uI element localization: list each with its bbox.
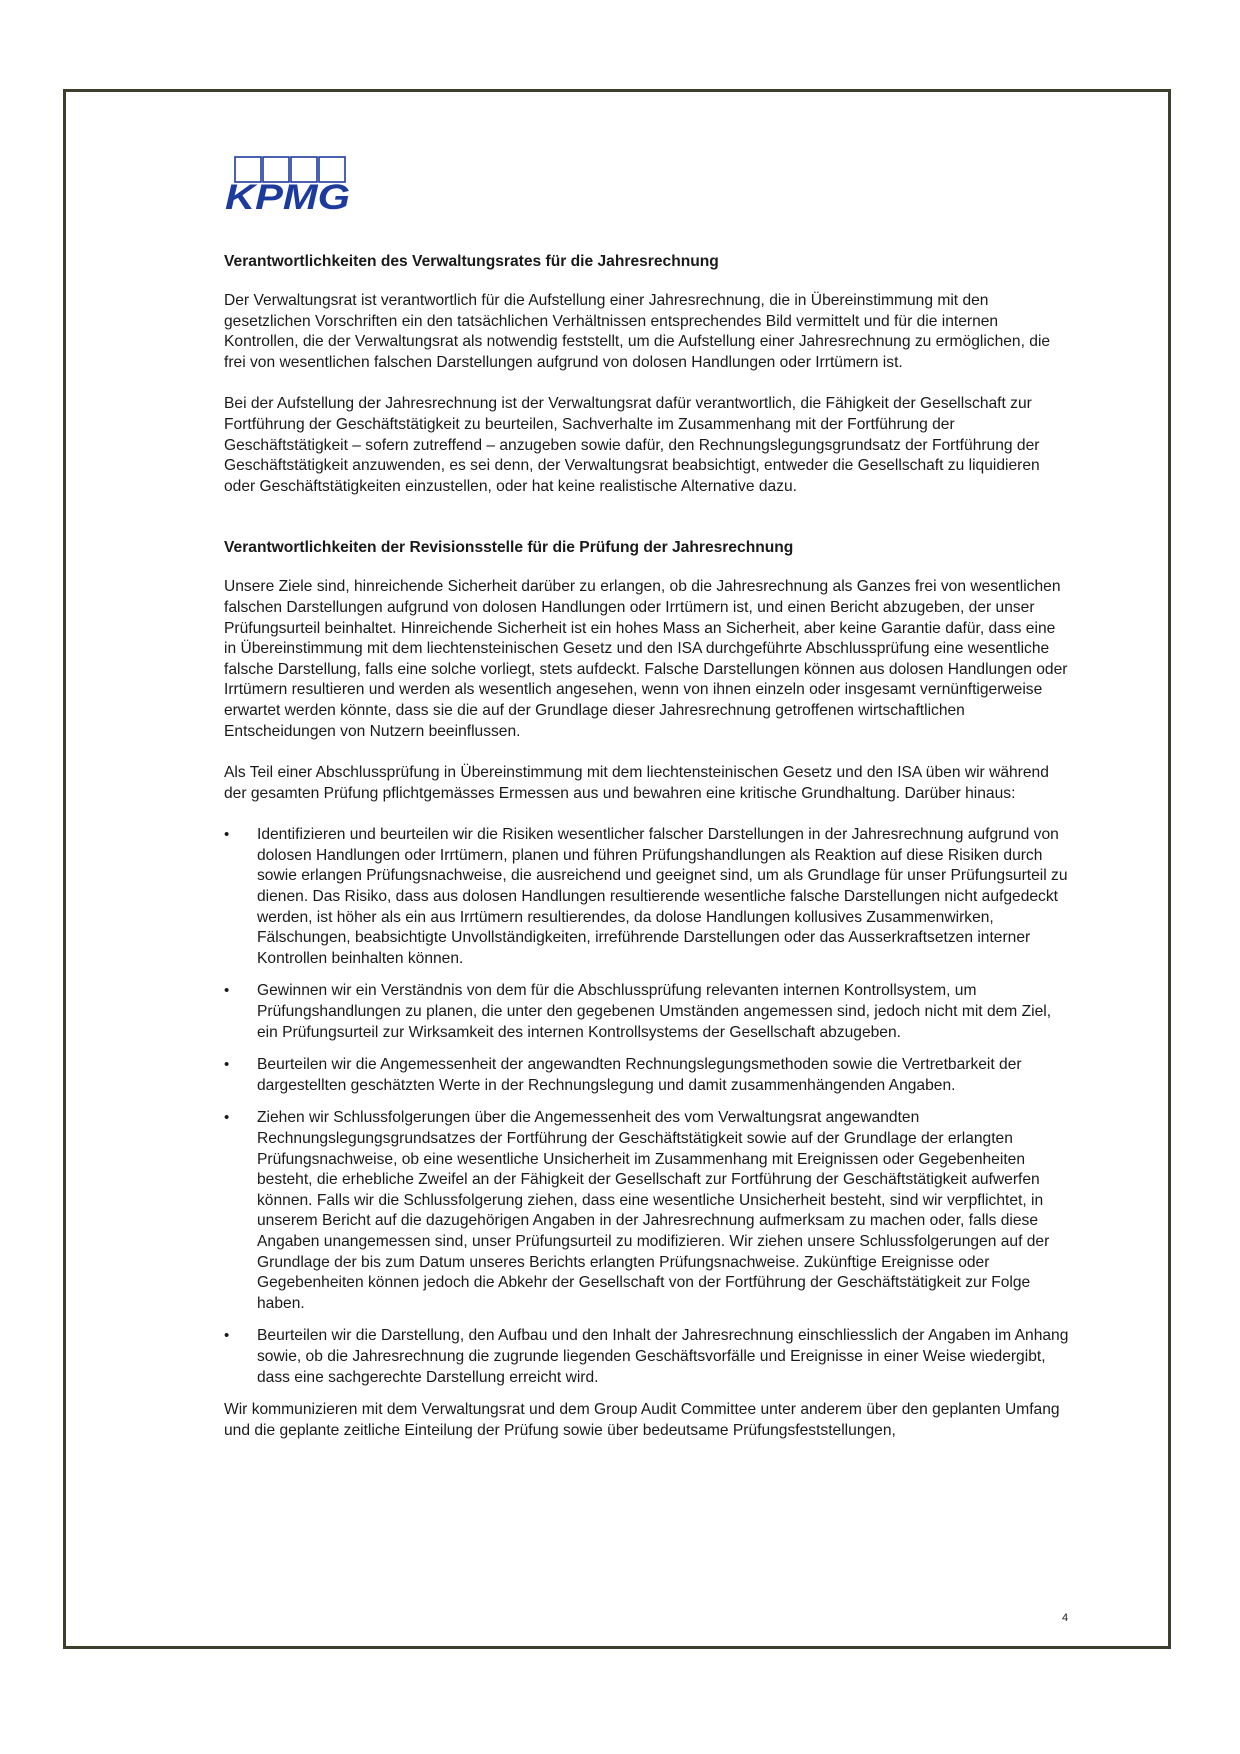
report-body: [224, 252, 1070, 1441]
section2-paragraph-2: Als Teil einer Abschlussprüfung in Übereinstimmung mit dem liechtensteinischen Gesetz und den ISA üben wir während der gesamten Prüfung pflichtgemässes Ermessen aus und bewahren eine kritische Grundhaltung. Darüber hinaus:: [224, 764, 1049, 802]
audit-procedures-list: [224, 825, 1070, 1388]
section2-paragraph-1: Unsere Ziele sind, hinreichende Sicherheit darüber zu erlangen, ob die Jahresrechnung als Ganzes frei von wesentlichen falschen Darstellungen aufgrund von dolosen Handlungen oder Irrtümern ist, und einen Bericht abzugeben, der unser Prüfungsurteil beinhaltet. Hinreichende Sicherheit ist ein hohes Mass an Sicherheit, aber keine Garantie dafür, dass eine in Übereinstimmung mit dem liechtensteinischen Gesetz und den ISA durchgeführte Abschlussprüfung eine wesentliche falsche Darstellung, falls eine solche vorliegt, stets aufdeckt. Falsche Darstellungen können aus dolosen Handlungen oder Irrtümern resultieren und werden als wesentlich angesehen, wenn von ihnen einzeln oder insgesamt vernünftigerweise erwartet werden könnte, dass sie die auf der Grundlage dieser Jahresrechnung getroffenen wirtschaftlichen Entscheidungen von Nutzern beeinflussen.: [224, 578, 1068, 740]
section1-heading: Verantwortlichkeiten des Verwaltungsrates für die Jahresrechnung: [224, 253, 719, 270]
list-item: [224, 1326, 1070, 1388]
list-item: [224, 981, 1070, 1043]
list-item: [224, 1055, 1070, 1096]
kpmg-logo: [224, 156, 354, 212]
closing-paragraph: Wir kommunizieren mit dem Verwaltungsrat und dem Group Audit Committee unter anderem über den geplanten Umfang und die geplante zeitliche Einteilung der Prüfung sowie über bedeutsame Prüfungsfeststellungen,: [224, 1401, 1060, 1439]
section2-heading: Verantwortlichkeiten der Revisionsstelle für die Prüfung der Jahresrechnung: [224, 539, 794, 557]
bullet-icon: •: [224, 1327, 230, 1345]
list-item-text: Beurteilen wir die Darstellung, den Aufbau und den Inhalt der Jahresrechnung einschliesslich der Angaben im Anhang sowie, ob die Jahresrechnung die zugrunde liegenden Geschäftsvorfälle und Ereignisse in einer Weise wiedergibt, dass eine sachgerechte Darstellung erreicht wird.: [257, 1327, 1069, 1386]
bullet-icon: •: [224, 1109, 230, 1127]
list-item: [224, 825, 1070, 969]
list-item-text: Beurteilen wir die Angemessenheit der angewandten Rechnungslegungsmethoden sowie die Vertretbarkeit der dargestellten geschätzten Werte in der Rechnungslegung und damit zusammenhängenden Angaben.: [257, 1056, 1022, 1094]
list-item: [224, 1108, 1070, 1314]
page-number: 4: [1062, 1612, 1069, 1624]
kpmg-logo-text: KPMG: [225, 178, 350, 212]
bullet-icon: •: [224, 826, 230, 844]
section1-paragraph-2: Bei der Aufstellung der Jahresrechnung ist der Verwaltungsrat dafür verantwortlich, die Fähigkeit der Gesellschaft zur Fortführung der Geschäftstätigkeit zu beurteilen, Sachverhalte im Zusammenhang mit der Fortführung der Geschäftstätigkeit – sofern zutreffend – anzugeben sowie dafür, den Rechnungslegungsgrundsatz der Fortführung der Geschäftstätigkeit anzuwenden, es sei denn, der Verwaltungsrat beabsichtigt, entweder die Gesellschaft zu liquidieren oder Geschäftstätigkeiten einzustellen, oder hat keine realistische Alternative dazu.: [224, 395, 1040, 495]
section1-paragraph-1: Der Verwaltungsrat ist verantwortlich für die Aufstellung einer Jahresrechnung, die in Übereinstimmung mit den gesetzlichen Vorschriften ein den tatsächlichen Verhältnissen entsprechendes Bild vermittelt und für die internen Kontrollen, die der Verwaltungsrat als notwendig feststellt, um die Aufstellung einer Jahresrechnung zu ermöglichen, die frei von wesentlichen falschen Darstellungen aufgrund von dolosen Handlungen oder Irrtümern ist.: [224, 292, 1051, 371]
list-item-text: Ziehen wir Schlussfolgerungen über die Angemessenheit des vom Verwaltungsrat angewandten Rechnungslegungsgrundsatzes der Fortführung der Geschäftstätigkeit sowie auf der Grundlage der erlangten Prüfungsnachweise, ob eine wesentliche Unsicherheit im Zusammenhang mit Ereignissen oder Gegebenheiten besteht, die erhebliche Zweifel an der Fähigkeit der Gesellschaft zur Fortführung der Geschäftstätigkeit aufwerfen können. Falls wir die Schlussfolgerung ziehen, dass eine wesentliche Unsicherheit besteht, sind wir verpflichtet, in unserem Bericht auf die dazugehörigen Angaben in der Jahresrechnung aufmerksam zu machen oder, falls diese Angaben unangemessen sind, unser Prüfungsurteil zu modifizieren. Wir ziehen unsere Schlussfolgerungen auf der Grundlage der bis zum Datum unseres Berichts erlangten Prüfungsnachweise. Zukünftige Ereignisse oder Gegebenheiten können jedoch die Abkehr der Gesellschaft von der Fortführung der Geschäftstätigkeit zur Folge haben.: [257, 1109, 1050, 1312]
bullet-icon: •: [224, 982, 230, 1000]
bullet-icon: •: [224, 1056, 230, 1074]
list-item-text: Identifizieren und beurteilen wir die Risiken wesentlicher falscher Darstellungen in der Jahresrechnung aufgrund von dolosen Handlungen oder Irrtümern, planen und führen Prüfungshandlungen als Reaktion auf diese Risiken durch sowie erlangen Prüfungsnachweise, die ausreichend und geeignet sind, um als Grundlage für unser Prüfungsurteil zu dienen. Das Risiko, dass aus dolosen Handlungen resultierende wesentliche falsche Darstellungen nicht aufgedeckt werden, ist höher als ein aus Irrtümern resultierendes, da dolose Handlungen kollusives Zusammenwirken, Fälschungen, beabsichtigte Unvollständigkeiten, irreführende Darstellungen oder das Ausserkraftsetzen interner Kontrollen beinhalten können.: [257, 826, 1068, 967]
list-item-text: Gewinnen wir ein Verständnis von dem für die Abschlussprüfung relevanten internen Kontrollsystem, um Prüfungshandlungen zu planen, die unter den gegebenen Umständen angemessen sind, jedoch nicht mit dem Ziel, ein Prüfungsurteil zur Wirksamkeit des internen Kontrollsystems der Gesellschaft abzugeben.: [257, 982, 1052, 1041]
